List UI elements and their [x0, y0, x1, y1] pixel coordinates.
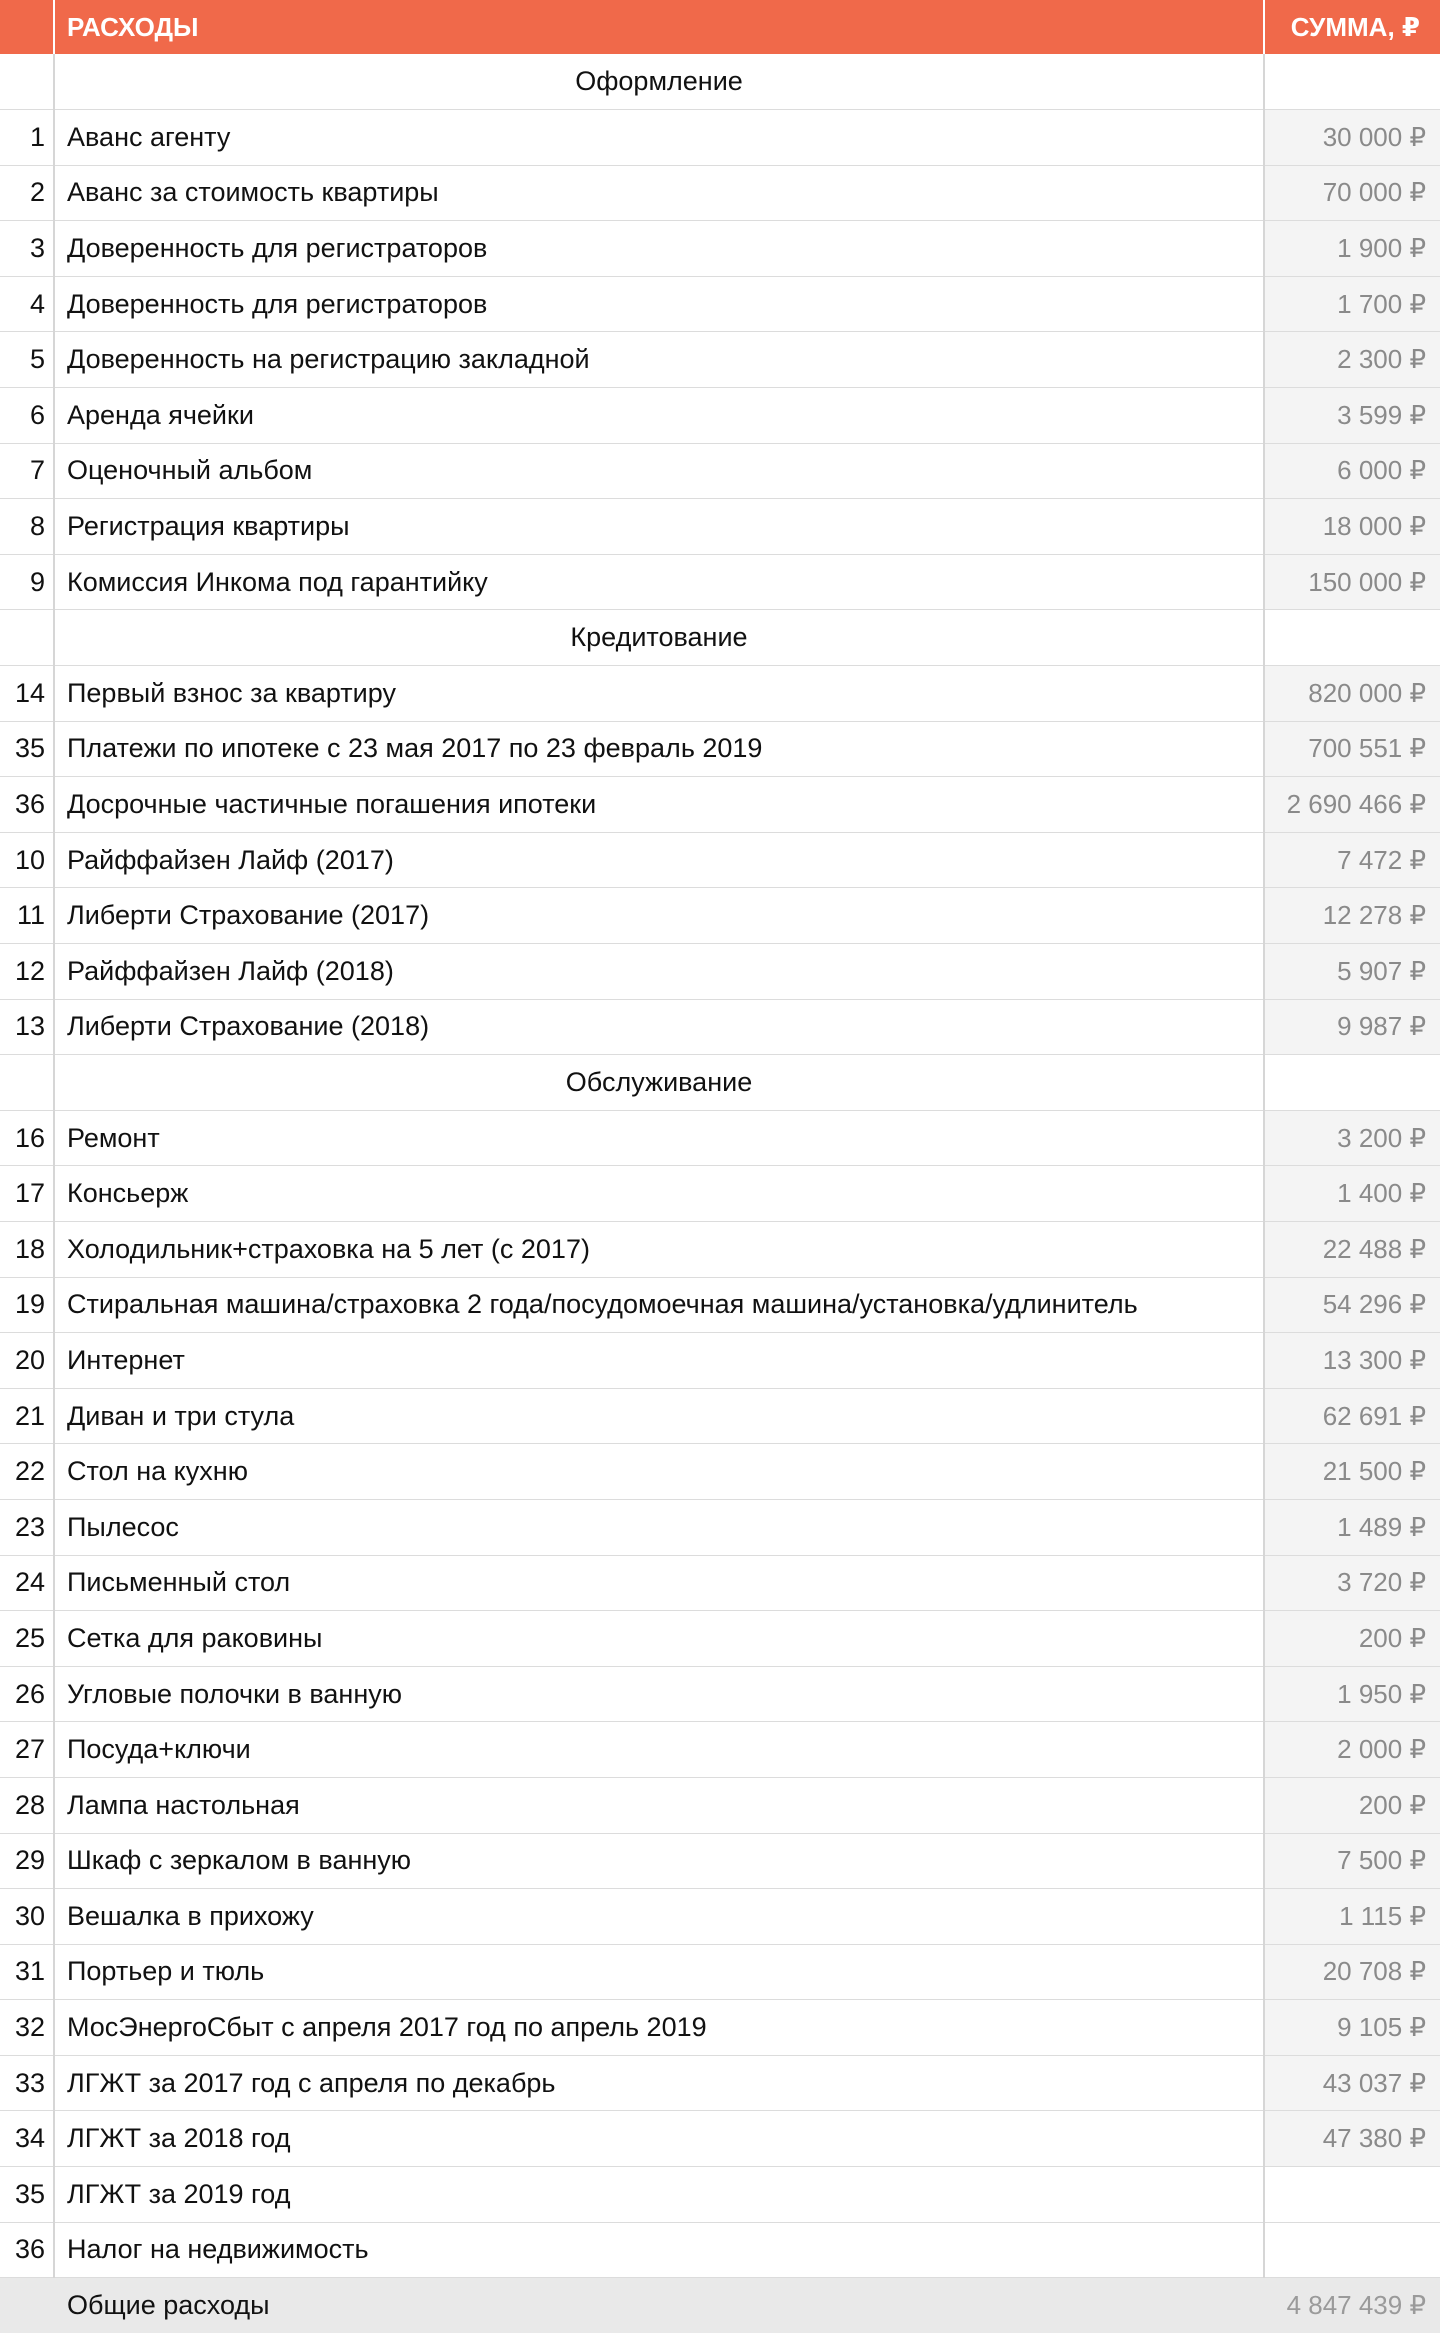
table-row [0, 888, 1440, 944]
expense-name[interactable]: Оценочный альбом [54, 443, 1264, 499]
table-row [0, 777, 1440, 833]
row-number: 19 [0, 1277, 54, 1333]
section-sum-cell [1264, 1055, 1440, 1111]
expense-amount[interactable] [1264, 2167, 1440, 2223]
table-row [0, 332, 1440, 388]
row-number: 8 [0, 499, 54, 555]
expense-amount[interactable]: 43 037 ₽ [1264, 2055, 1440, 2111]
table-row [0, 276, 1440, 332]
row-number: 28 [0, 1777, 54, 1833]
table-row [0, 1277, 1440, 1333]
expense-amount[interactable]: 9 105 ₽ [1264, 2000, 1440, 2056]
expense-amount[interactable]: 6 000 ₽ [1264, 443, 1440, 499]
section-title: Обслуживание [54, 1055, 1264, 1111]
expense-name[interactable]: Угловые полочки в ванную [54, 1666, 1264, 1722]
row-number: 24 [0, 1555, 54, 1611]
expense-amount[interactable]: 12 278 ₽ [1264, 888, 1440, 944]
table-row [0, 1666, 1440, 1722]
expense-amount[interactable]: 30 000 ₽ [1264, 110, 1440, 166]
row-number: 11 [0, 888, 54, 944]
section-header-row [0, 610, 1440, 666]
table-header-row [0, 0, 1440, 54]
row-number: 7 [0, 443, 54, 499]
expense-amount[interactable]: 20 708 ₽ [1264, 1944, 1440, 2000]
row-number: 34 [0, 2111, 54, 2167]
total-label: Общие расходы [54, 2278, 1264, 2334]
expense-name[interactable]: Аванс агенту [54, 110, 1264, 166]
expense-name[interactable]: Аренда ячейки [54, 388, 1264, 444]
expense-amount[interactable]: 150 000 ₽ [1264, 554, 1440, 610]
expense-amount[interactable]: 22 488 ₽ [1264, 1221, 1440, 1277]
expense-amount[interactable]: 1 950 ₽ [1264, 1666, 1440, 1722]
table-row [0, 554, 1440, 610]
section-row-number-cell [0, 54, 54, 110]
expense-name[interactable]: Вешалка в прихожу [54, 1889, 1264, 1945]
section-title: Оформление [54, 54, 1264, 110]
table-row [0, 1833, 1440, 1889]
table-row [0, 832, 1440, 888]
header-expenses-label: РАСХОДЫ [54, 0, 1264, 54]
expense-name[interactable]: Либерти Страхование (2017) [54, 888, 1264, 944]
row-number: 4 [0, 276, 54, 332]
expense-name[interactable]: Доверенность на регистрацию закладной [54, 332, 1264, 388]
expense-amount[interactable]: 47 380 ₽ [1264, 2111, 1440, 2167]
expense-amount[interactable]: 7 500 ₽ [1264, 1833, 1440, 1889]
row-number: 18 [0, 1221, 54, 1277]
row-number: 23 [0, 1499, 54, 1555]
table-row [0, 1110, 1440, 1166]
row-number: 36 [0, 2222, 54, 2278]
section-row-number-cell [0, 610, 54, 666]
expense-amount[interactable]: 1 400 ₽ [1264, 1166, 1440, 1222]
expense-name[interactable]: Платежи по ипотеке с 23 мая 2017 по 23 февраль 2019 [54, 721, 1264, 777]
expense-name[interactable]: Досрочные частичные погашения ипотеки [54, 777, 1264, 833]
expense-name[interactable]: Консьерж [54, 1166, 1264, 1222]
expense-amount[interactable]: 5 907 ₽ [1264, 944, 1440, 1000]
expense-amount[interactable]: 2 000 ₽ [1264, 1722, 1440, 1778]
row-number: 20 [0, 1333, 54, 1389]
table-row [0, 1499, 1440, 1555]
expense-name[interactable]: Либерти Страхование (2018) [54, 999, 1264, 1055]
expense-name[interactable]: ЛГЖТ за 2019 год [54, 2167, 1264, 2223]
expense-amount[interactable]: 200 ₽ [1264, 1611, 1440, 1667]
table-row [0, 1889, 1440, 1945]
total-amount: 4 847 439 ₽ [1264, 2278, 1440, 2334]
expense-name[interactable]: Диван и три стула [54, 1388, 1264, 1444]
table-row [0, 2000, 1440, 2056]
row-number: 12 [0, 944, 54, 1000]
row-number: 35 [0, 721, 54, 777]
row-number: 33 [0, 2055, 54, 2111]
table-row [0, 1166, 1440, 1222]
expense-name[interactable]: Холодильник+страховка на 5 лет (с 2017) [54, 1221, 1264, 1277]
expense-amount[interactable]: 1 489 ₽ [1264, 1499, 1440, 1555]
table-row [0, 1777, 1440, 1833]
header-sum-label: СУММА, ₽ [1264, 0, 1440, 54]
expense-name[interactable]: Доверенность для регистраторов [54, 276, 1264, 332]
section-header-row [0, 1055, 1440, 1111]
expense-amount[interactable]: 9 987 ₽ [1264, 999, 1440, 1055]
table-row [0, 221, 1440, 277]
row-number: 2 [0, 165, 54, 221]
expense-amount[interactable]: 2 300 ₽ [1264, 332, 1440, 388]
table-row [0, 1444, 1440, 1500]
expense-name[interactable]: Доверенность для регистраторов [54, 221, 1264, 277]
table-row [0, 1333, 1440, 1389]
table-row [0, 2167, 1440, 2223]
expense-name[interactable]: ЛГЖТ за 2017 год с апреля по декабрь [54, 2055, 1264, 2111]
table-body [0, 54, 1440, 2333]
expense-amount[interactable]: 1 900 ₽ [1264, 221, 1440, 277]
table-row [0, 2111, 1440, 2167]
expense-amount[interactable]: 3 200 ₽ [1264, 1110, 1440, 1166]
row-number: 21 [0, 1388, 54, 1444]
expense-name[interactable]: Аванс за стоимость квартиры [54, 165, 1264, 221]
row-number: 36 [0, 777, 54, 833]
total-row-number-cell [0, 2278, 54, 2334]
table-row [0, 110, 1440, 166]
table-row [0, 1555, 1440, 1611]
expense-amount[interactable]: 1 115 ₽ [1264, 1889, 1440, 1945]
expense-amount[interactable]: 21 500 ₽ [1264, 1444, 1440, 1500]
row-number: 30 [0, 1889, 54, 1945]
expense-name[interactable]: Райффайзен Лайф (2017) [54, 832, 1264, 888]
expense-name[interactable]: МосЭнергоСбыт с апреля 2017 год по апрель 2019 [54, 2000, 1264, 2056]
table-row [0, 1944, 1440, 2000]
table-row [0, 721, 1440, 777]
section-sum-cell [1264, 54, 1440, 110]
expense-name[interactable]: Шкаф с зеркалом в ванную [54, 1833, 1264, 1889]
row-number: 1 [0, 110, 54, 166]
expense-amount[interactable]: 3 599 ₽ [1264, 388, 1440, 444]
expense-name[interactable]: Посуда+ключи [54, 1722, 1264, 1778]
row-number: 31 [0, 1944, 54, 2000]
row-number: 32 [0, 2000, 54, 2056]
expense-amount[interactable] [1264, 2222, 1440, 2278]
row-number: 29 [0, 1833, 54, 1889]
table-row [0, 499, 1440, 555]
section-title: Кредитование [54, 610, 1264, 666]
expense-name[interactable]: ЛГЖТ за 2018 год [54, 2111, 1264, 2167]
expense-amount[interactable]: 18 000 ₽ [1264, 499, 1440, 555]
expense-name[interactable]: Стиральная машина/страховка 2 года/посудомоечная машина/установка/удлинитель [54, 1277, 1264, 1333]
expense-amount[interactable]: 1 700 ₽ [1264, 276, 1440, 332]
expense-amount[interactable]: 700 551 ₽ [1264, 721, 1440, 777]
row-number: 10 [0, 832, 54, 888]
row-number: 27 [0, 1722, 54, 1778]
row-number: 16 [0, 1110, 54, 1166]
expense-name[interactable]: Лампа настольная [54, 1777, 1264, 1833]
expense-amount[interactable]: 70 000 ₽ [1264, 165, 1440, 221]
total-row [0, 2278, 1440, 2334]
expense-name[interactable]: Первый взнос за квартиру [54, 666, 1264, 722]
expense-name[interactable]: Интернет [54, 1333, 1264, 1389]
expense-amount[interactable]: 820 000 ₽ [1264, 666, 1440, 722]
expense-amount[interactable]: 2 690 466 ₽ [1264, 777, 1440, 833]
expense-name[interactable]: Комиссия Инкома под гарантийку [54, 554, 1264, 610]
expense-name[interactable]: Пылесос [54, 1499, 1264, 1555]
expense-name[interactable]: Ремонт [54, 1110, 1264, 1166]
row-number: 13 [0, 999, 54, 1055]
expense-amount[interactable]: 7 472 ₽ [1264, 832, 1440, 888]
row-number: 5 [0, 332, 54, 388]
table-row [0, 666, 1440, 722]
table-row [0, 999, 1440, 1055]
expense-amount[interactable]: 54 296 ₽ [1264, 1277, 1440, 1333]
table-row [0, 388, 1440, 444]
expense-name[interactable]: Портьер и тюль [54, 1944, 1264, 2000]
expense-name[interactable]: Письменный стол [54, 1555, 1264, 1611]
row-number: 9 [0, 554, 54, 610]
table-row [0, 165, 1440, 221]
row-number: 35 [0, 2167, 54, 2223]
expense-amount[interactable]: 200 ₽ [1264, 1777, 1440, 1833]
expense-amount[interactable]: 3 720 ₽ [1264, 1555, 1440, 1611]
expense-name[interactable]: Налог на недвижимость [54, 2222, 1264, 2278]
table-row [0, 1221, 1440, 1277]
row-number: 6 [0, 388, 54, 444]
table-row [0, 2055, 1440, 2111]
table-row [0, 443, 1440, 499]
row-number: 25 [0, 1611, 54, 1667]
section-header-row [0, 54, 1440, 110]
expense-amount[interactable]: 62 691 ₽ [1264, 1388, 1440, 1444]
row-number: 22 [0, 1444, 54, 1500]
table-row [0, 944, 1440, 1000]
table-row [0, 1388, 1440, 1444]
row-number: 26 [0, 1666, 54, 1722]
expense-name[interactable]: Стол на кухню [54, 1444, 1264, 1500]
section-sum-cell [1264, 610, 1440, 666]
table-row [0, 2222, 1440, 2278]
table-row [0, 1722, 1440, 1778]
expense-name[interactable]: Регистрация квартиры [54, 499, 1264, 555]
table-row [0, 1611, 1440, 1667]
expense-name[interactable]: Сетка для раковины [54, 1611, 1264, 1667]
expense-name[interactable]: Райффайзен Лайф (2018) [54, 944, 1264, 1000]
row-number: 14 [0, 666, 54, 722]
row-number: 17 [0, 1166, 54, 1222]
header-row-number-cell [0, 0, 54, 54]
expense-amount[interactable]: 13 300 ₽ [1264, 1333, 1440, 1389]
row-number: 3 [0, 221, 54, 277]
section-row-number-cell [0, 1055, 54, 1111]
